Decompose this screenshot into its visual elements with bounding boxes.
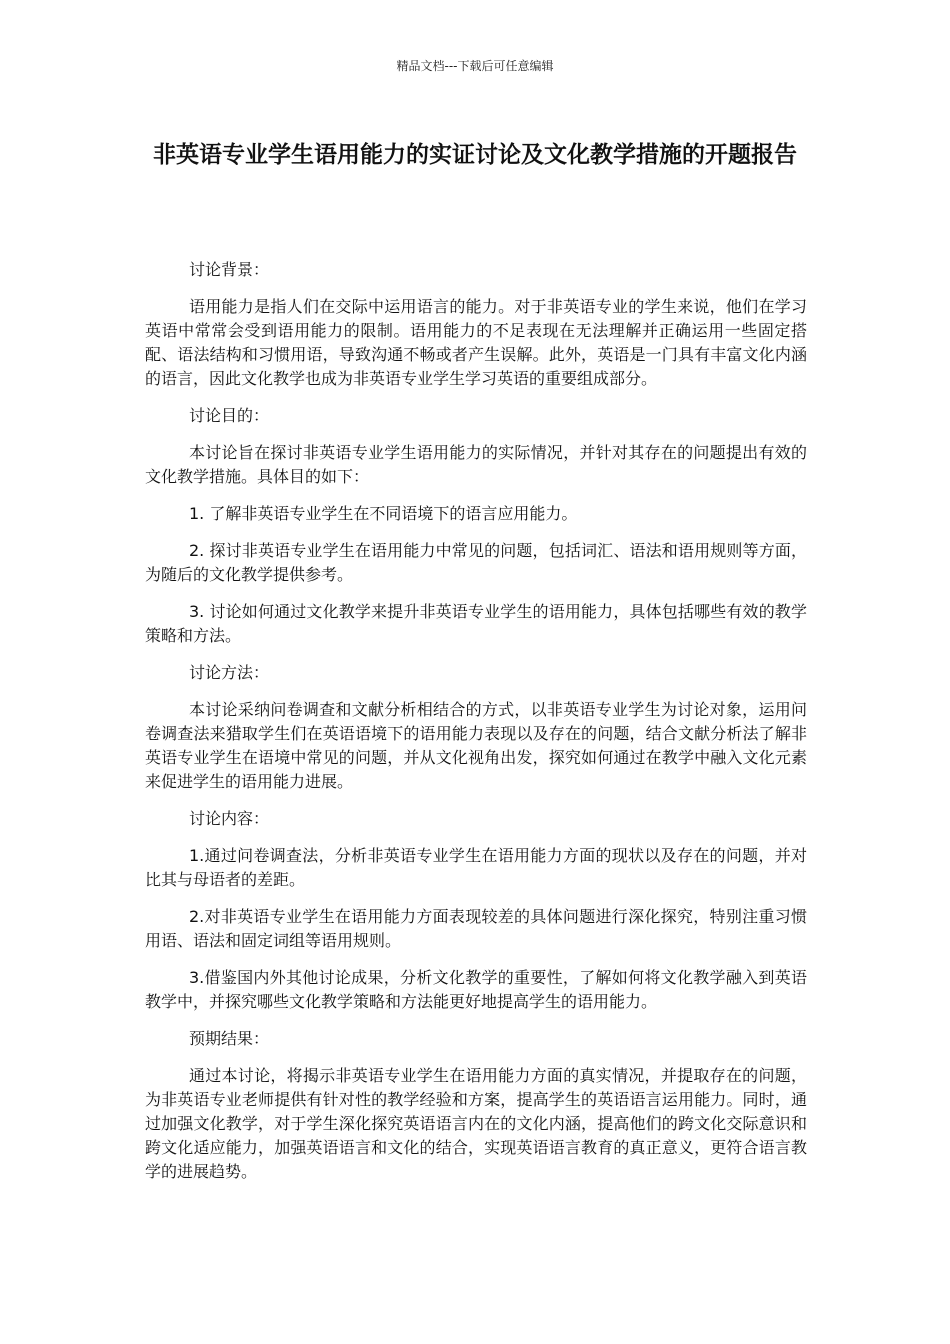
purpose-item-2: 2. 探讨非英语专业学生在语用能力中常见的问题，包括词汇、语法和语用规则等方面，为随后的文化教学提供参考。 <box>145 541 807 584</box>
document-body <box>145 258 807 1197</box>
paragraph-results: 通过本讨论，将揭示非英语专业学生在语用能力方面的真实情况，并提取存在的问题，为非英语专业老师提供有针对性的教学经验和方案，提高学生的英语语言运用能力。同时，通过加强文化教学，对于学生深化探究英语语言内在的文化内涵，提高他们的跨文化交际意识和跨文化适应能力，加强英语语言和文化的结合，实现英语语言教育的真正意义，更符合语言教学的进展趋势。 <box>145 1066 807 1181</box>
purpose-item-1: 1. 了解非英语专业学生在不同语境下的语言应用能力。 <box>189 504 578 523</box>
section-heading-purpose: 讨论目的： <box>189 406 270 425</box>
section-heading-content: 讨论内容： <box>189 809 270 828</box>
content-item-3: 3.借鉴国内外其他讨论成果，分析文化教学的重要性，了解如何将文化教学融入到英语教学中，并探究哪些文化教学策略和方法能更好地提高学生的语用能力。 <box>145 968 807 1011</box>
document-title: 非英语专业学生语用能力的实证讨论及文化教学措施的开题报告 <box>153 142 797 168</box>
section-heading-results: 预期结果： <box>189 1029 270 1048</box>
section-heading-method: 讨论方法： <box>189 663 270 682</box>
paragraph-background: 语用能力是指人们在交际中运用语言的能力。对于非英语专业的学生来说，他们在学习英语中常常会受到语用能力的限制。语用能力的不足表现在无法理解并正确运用一些固定搭配、语法结构和习惯用语，导致沟通不畅或者产生误解。此外，英语是一门具有丰富文化内涵的语言，因此文化教学也成为非英语专业学生学习英语的重要组成部分。 <box>145 297 807 388</box>
header-note: 精品文档---下载后可任意编辑 <box>396 59 554 73</box>
purpose-item-3: 3. 讨论如何通过文化教学来提升非英语专业学生的语用能力，具体包括哪些有效的教学策略和方法。 <box>145 602 807 645</box>
content-item-2: 2.对非英语专业学生在语用能力方面表现较差的具体问题进行深化探究，特别注重习惯用语、语法和固定词组等语用规则。 <box>145 907 807 950</box>
paragraph-purpose-intro: 本讨论旨在探讨非英语专业学生语用能力的实际情况，并针对其存在的问题提出有效的文化教学措施。具体目的如下： <box>145 443 807 486</box>
paragraph-method: 本讨论采纳问卷调查和文献分析相结合的方式，以非英语专业学生为讨论对象，运用问卷调查法来猎取学生们在英语语境下的语用能力表现以及存在的问题，结合文献分析法了解非英语专业学生在语境中常见的问题，并从文化视角出发，探究如何通过在教学中融入文化元素来促进学生的语用能力进展。 <box>145 700 807 791</box>
content-item-1: 1.通过问卷调查法，分析非英语专业学生在语用能力方面的现状以及存在的问题，并对比其与母语者的差距。 <box>145 846 807 889</box>
section-heading-background: 讨论背景： <box>189 260 270 279</box>
